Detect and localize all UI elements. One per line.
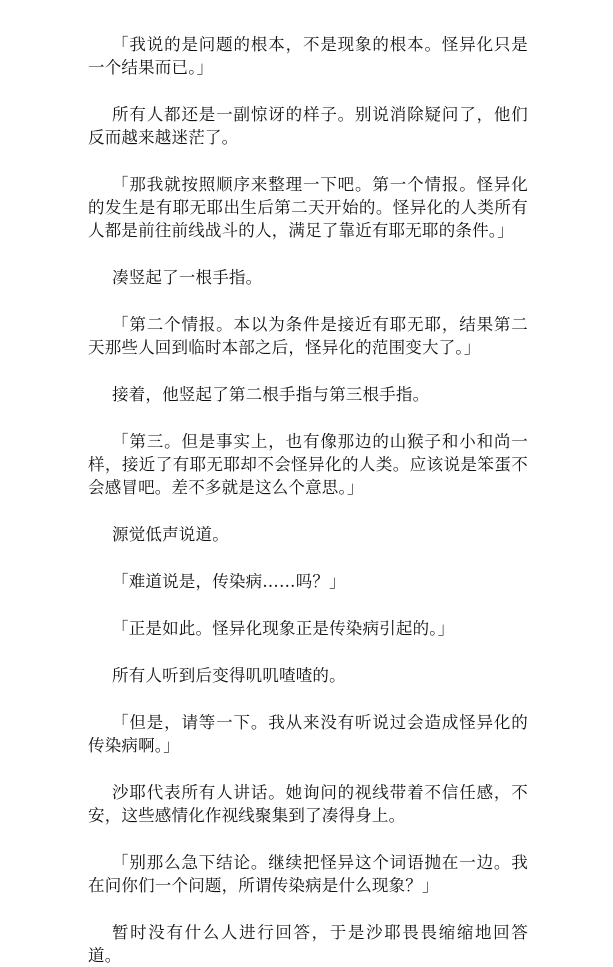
paragraph-12: 「但是，请等一下。我从来没有听说过会造成怪异化的传染病啊。」 xyxy=(88,713,528,755)
paragraph-8: 源觉低声说道。 xyxy=(112,525,229,544)
paragraph-11: 所有人听到后变得叽叽喳喳的。 xyxy=(112,666,346,685)
paragraph-4: 凑竖起了一根手指。 xyxy=(112,268,263,287)
paragraph-9: 「难道说是，传染病……吗？」 xyxy=(112,572,346,591)
paragraph-3: 「那我就按照顺序来整理一下吧。第一个情报。怪异化的发生是有耶无耶出生后第二天开始的。怪异化的人类所有人都是前往前线战斗的人，满足了靠近有耶无耶的条件。」 xyxy=(88,175,528,240)
paragraph-10: 「正是如此。怪异化现象正是传染病引起的。」 xyxy=(112,619,455,638)
paragraph-1: 「我说的是问题的根本，不是现象的根本。怪异化只是一个结果而已。」 xyxy=(88,35,528,77)
paragraph-13: 沙耶代表所有人讲话。她询问的视线带着不信任感，不安，这些感情化作视线聚集到了凑得身上。 xyxy=(88,783,528,825)
paragraph-2: 所有人都还是一副惊讶的样子。别说消除疑问了，他们反而越来越迷茫了。 xyxy=(88,105,528,147)
paragraph-5: 「第二个情报。本以为条件是接近有耶无耶，结果第二天那些人回到临时本部之后，怪异化的范围变大了。」 xyxy=(88,315,528,357)
paragraph-6: 接着，他竖起了第二根手指与第三根手指。 xyxy=(112,385,430,404)
paragraph-15: 暂时没有什么人进行回答，于是沙耶畏畏缩缩地回答道。 xyxy=(88,923,528,965)
document-page xyxy=(88,33,528,967)
paragraph-7: 「第三。但是事实上，也有像那边的山猴子和小和尚一样，接近了有耶无耶却不会怪异化的人类。应该说是笨蛋不会感冒吧。差不多就是这么个意思。」 xyxy=(88,432,528,497)
paragraph-14: 「别那么急下结论。继续把怪异这个词语抛在一边。我在问你们一个问题，所谓传染病是什么现象？」 xyxy=(88,853,528,895)
